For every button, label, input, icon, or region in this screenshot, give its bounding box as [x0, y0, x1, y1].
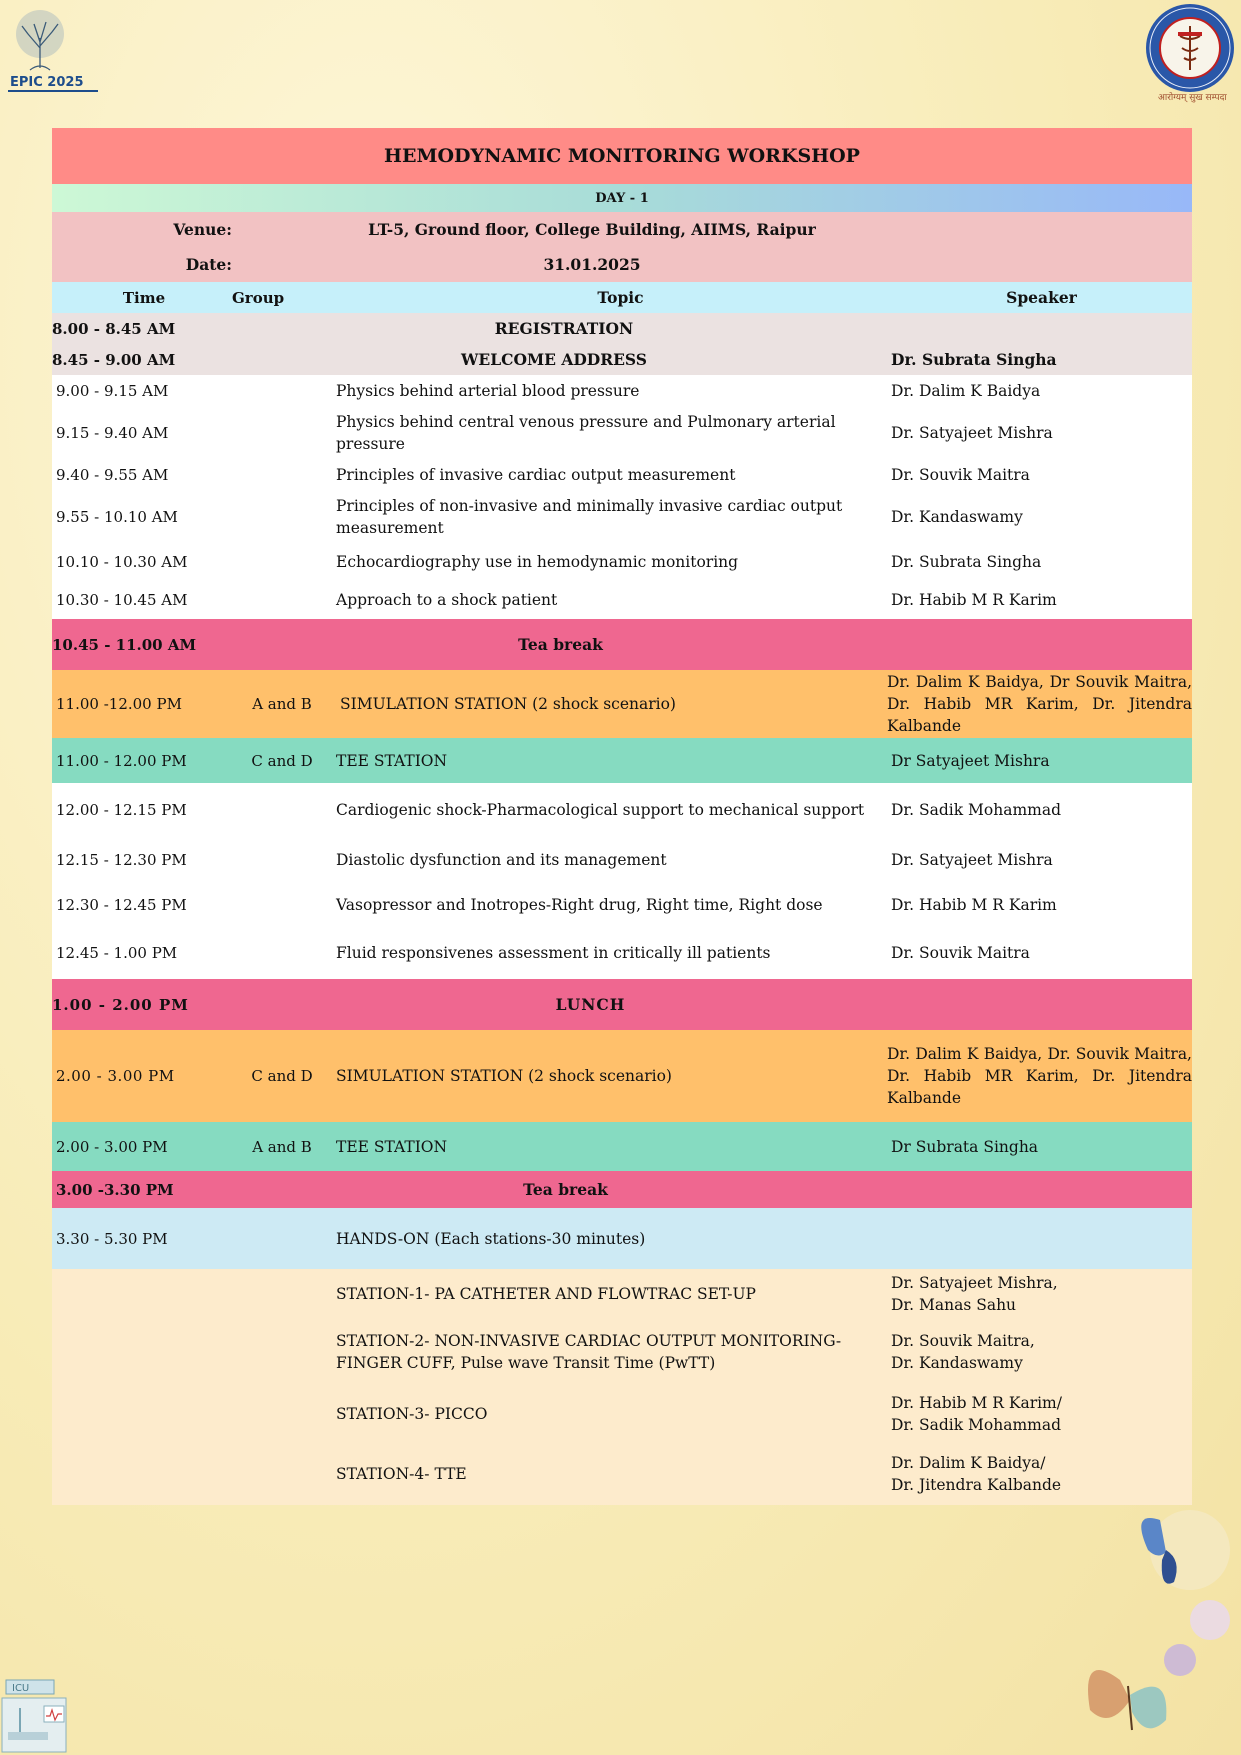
- row-time: 10.30 - 10.45 AM: [56, 591, 188, 609]
- workshop-title-row: [52, 128, 1192, 184]
- row-speaker: Dr. Souvik Maitra: [891, 944, 1030, 962]
- column-header-time: Time: [122, 288, 166, 307]
- table-row: [52, 344, 1192, 375]
- aiims-emblem: [1142, 2, 1238, 102]
- row-group: A and B: [252, 1137, 312, 1156]
- table-row: [52, 927, 1192, 979]
- row-speaker: Dr. Dalim K Baidya, Dr Souvik Maitra, Dr. Habib MR Karim, Dr. Jitendra Kalbande: [887, 673, 1192, 735]
- station-speaker: Dr. Habib M R Karim/: [891, 1393, 1062, 1412]
- row-topic: SIMULATION STATION (2 shock scenario): [340, 695, 676, 713]
- column-header-row: [52, 282, 1192, 313]
- row-speaker: Dr. Subrata Singha: [891, 349, 1057, 369]
- row-topic: SIMULATION STATION (2 shock scenario): [336, 1067, 672, 1085]
- epic-2025-logo: [8, 4, 104, 96]
- row-time: 3.30 - 5.30 PM: [56, 1229, 168, 1248]
- station-speakers: [885, 1452, 1192, 1496]
- day-label: DAY - 1: [595, 190, 649, 206]
- row-topic: Vasopressor and Inotropes-Right drug, Right time, Right dose: [336, 895, 823, 914]
- row-topic: Principles of non-invasive and minimally invasive cardiac output measurement: [336, 497, 843, 537]
- column-header-group: Group: [232, 288, 285, 307]
- table-row: [52, 1122, 1192, 1171]
- row-topic: Fluid responsivenes assessment in critically ill patients: [336, 944, 771, 962]
- table-row: [52, 407, 1192, 459]
- workshop-title: HEMODYNAMIC MONITORING WORKSHOP: [384, 145, 860, 167]
- table-row: [52, 619, 1192, 670]
- table-row: [52, 543, 1192, 581]
- station-topic: STATION-1- PA CATHETER AND FLOWTRAC SET-UP: [336, 1285, 756, 1303]
- station-speaker: Dr. Sadik Mohammad: [891, 1415, 1062, 1434]
- row-topic: TEE STATION: [336, 751, 448, 770]
- row-time: 8.45 - 9.00 AM: [52, 350, 176, 369]
- day-row: [52, 184, 1192, 212]
- table-row: [52, 581, 1192, 619]
- date-value: 31.01.2025: [543, 255, 641, 274]
- row-topic: Approach to a shock patient: [336, 591, 558, 609]
- row-time: 9.55 - 10.10 AM: [56, 508, 178, 526]
- row-speaker: Dr. Sadik Mohammad: [891, 801, 1062, 819]
- station-speakers: [885, 1330, 1192, 1374]
- row-speaker: Dr. Dalim K Baidya: [891, 382, 1041, 400]
- station-speakers: [885, 1272, 1192, 1316]
- row-time: 9.40 - 9.55 AM: [56, 466, 169, 484]
- venue-row: [52, 212, 1192, 247]
- row-topic: HANDS-ON (Each stations-30 minutes): [336, 1229, 646, 1248]
- station-speaker: Dr. Manas Sahu: [891, 1296, 1017, 1314]
- table-row: [52, 1030, 1192, 1122]
- row-speaker: Dr. Habib M R Karim: [891, 591, 1057, 609]
- emblem-caption: आरोग्यम् सुख सम्पदा: [1158, 93, 1227, 103]
- station-speaker: Dr. Jitendra Kalbande: [891, 1476, 1062, 1494]
- row-time: 12.15 - 12.30 PM: [56, 850, 187, 869]
- station-row: [52, 1384, 1192, 1443]
- table-row: [52, 882, 1192, 927]
- row-time: 10.10 - 10.30 AM: [56, 553, 188, 571]
- station-topic: STATION-3- PICCO: [336, 1404, 488, 1423]
- row-time: 3.00 -3.30 PM: [56, 1180, 174, 1199]
- date-row: [52, 247, 1192, 282]
- table-row: [52, 738, 1192, 783]
- row-time: 10.45 - 11.00 AM: [52, 635, 197, 654]
- row-group: C and D: [251, 751, 313, 770]
- station-speaker: Dr. Satyajeet Mishra,: [891, 1274, 1058, 1292]
- row-time: 9.00 - 9.15 AM: [56, 382, 169, 400]
- row-group: C and D: [251, 1067, 313, 1085]
- station-speakers: [885, 1392, 1192, 1436]
- row-topic: Diastolic dysfunction and its management: [336, 850, 667, 869]
- row-topic: REGISTRATION: [494, 318, 634, 338]
- row-speaker: Dr. Satyajeet Mishra: [891, 424, 1053, 442]
- row-time: 8.00 - 8.45 AM: [52, 319, 176, 338]
- station-speaker: Dr. Dalim K Baidya/: [891, 1454, 1046, 1472]
- table-row: [52, 491, 1192, 543]
- row-topic: Principles of invasive cardiac output measurement: [336, 466, 736, 484]
- row-time: 2.00 - 3.00 PM: [56, 1137, 168, 1156]
- column-header-speaker: Speaker: [1006, 287, 1077, 307]
- station-topic: STATION-2- NON-INVASIVE CARDIAC OUTPUT MONITORING-FINGER CUFF, Pulse wave Transit Time (PwTT): [336, 1331, 842, 1372]
- row-time: 12.45 - 1.00 PM: [56, 944, 178, 962]
- table-row: [52, 979, 1192, 1030]
- butterfly-flower-decoration: [1070, 1490, 1240, 1755]
- row-topic: WELCOME ADDRESS: [461, 349, 647, 369]
- row-topic: Cardiogenic shock-Pharmacological support to mechanical support: [336, 801, 865, 819]
- row-time: 11.00 -12.00 PM: [56, 695, 182, 713]
- row-time: 9.15 - 9.40 AM: [56, 424, 169, 442]
- table-row: [52, 783, 1192, 837]
- workshop-schedule: [52, 128, 1192, 1505]
- epic-logo-text: EPIC 2025: [10, 75, 84, 90]
- table-row: [52, 1208, 1192, 1269]
- row-speaker: Dr. Souvik Maitra: [891, 466, 1030, 484]
- station-topic: STATION-4- TTE: [336, 1465, 467, 1483]
- orange-butterfly-icon: [1088, 1670, 1166, 1730]
- row-topic: Tea break: [518, 634, 603, 654]
- row-speaker: Dr Subrata Singha: [891, 1137, 1039, 1156]
- table-row: [52, 1171, 1192, 1208]
- column-header-topic: Topic: [597, 287, 644, 307]
- row-time: 2.00 - 3.00 PM: [56, 1067, 175, 1085]
- table-row: [52, 670, 1192, 738]
- icu-label: ICU: [12, 1683, 30, 1694]
- station-speaker: Dr. Kandaswamy: [891, 1353, 1023, 1372]
- row-speaker: Dr. Satyajeet Mishra: [891, 850, 1053, 869]
- station-row: [52, 1443, 1192, 1505]
- row-topic: TEE STATION: [336, 1137, 448, 1156]
- row-time: 12.30 - 12.45 PM: [56, 895, 187, 914]
- row-topic: Tea break: [523, 1179, 608, 1199]
- table-row: [52, 375, 1192, 407]
- row-speaker: Dr. Kandaswamy: [891, 508, 1023, 526]
- table-row: [52, 459, 1192, 491]
- table-row: [52, 313, 1192, 344]
- row-speaker: Dr Satyajeet Mishra: [891, 751, 1050, 770]
- row-time: 1.00 - 2.00 PM: [52, 995, 189, 1014]
- row-topic: LUNCH: [555, 994, 626, 1014]
- row-group: A and B: [252, 695, 312, 713]
- row-topic: Physics behind central venous pressure and Pulmonary arterial pressure: [336, 413, 836, 453]
- row-time: 11.00 - 12.00 PM: [56, 751, 187, 770]
- station-row: [52, 1319, 1192, 1384]
- row-speaker: Dr. Subrata Singha: [891, 553, 1042, 571]
- row-speaker: Dr. Dalim K Baidya, Dr. Souvik Maitra, Dr. Habib MR Karim, Dr. Jitendra Kalbande: [887, 1045, 1192, 1107]
- station-speaker: Dr. Souvik Maitra,: [891, 1331, 1035, 1350]
- row-speaker: Dr. Habib M R Karim: [891, 895, 1057, 914]
- row-time: 12.00 - 12.15 PM: [56, 801, 187, 819]
- date-label: Date:: [185, 255, 232, 274]
- table-row: [52, 837, 1192, 882]
- row-topic: Echocardiography use in hemodynamic monitoring: [336, 553, 739, 571]
- icu-bed-decoration: [0, 1678, 74, 1755]
- station-row: [52, 1269, 1192, 1319]
- tree-icon: [16, 10, 64, 70]
- row-topic: Physics behind arterial blood pressure: [336, 382, 640, 400]
- venue-value: LT-5, Ground floor, College Building, AIIMS, Raipur: [368, 220, 816, 239]
- venue-label: Venue:: [173, 220, 232, 239]
